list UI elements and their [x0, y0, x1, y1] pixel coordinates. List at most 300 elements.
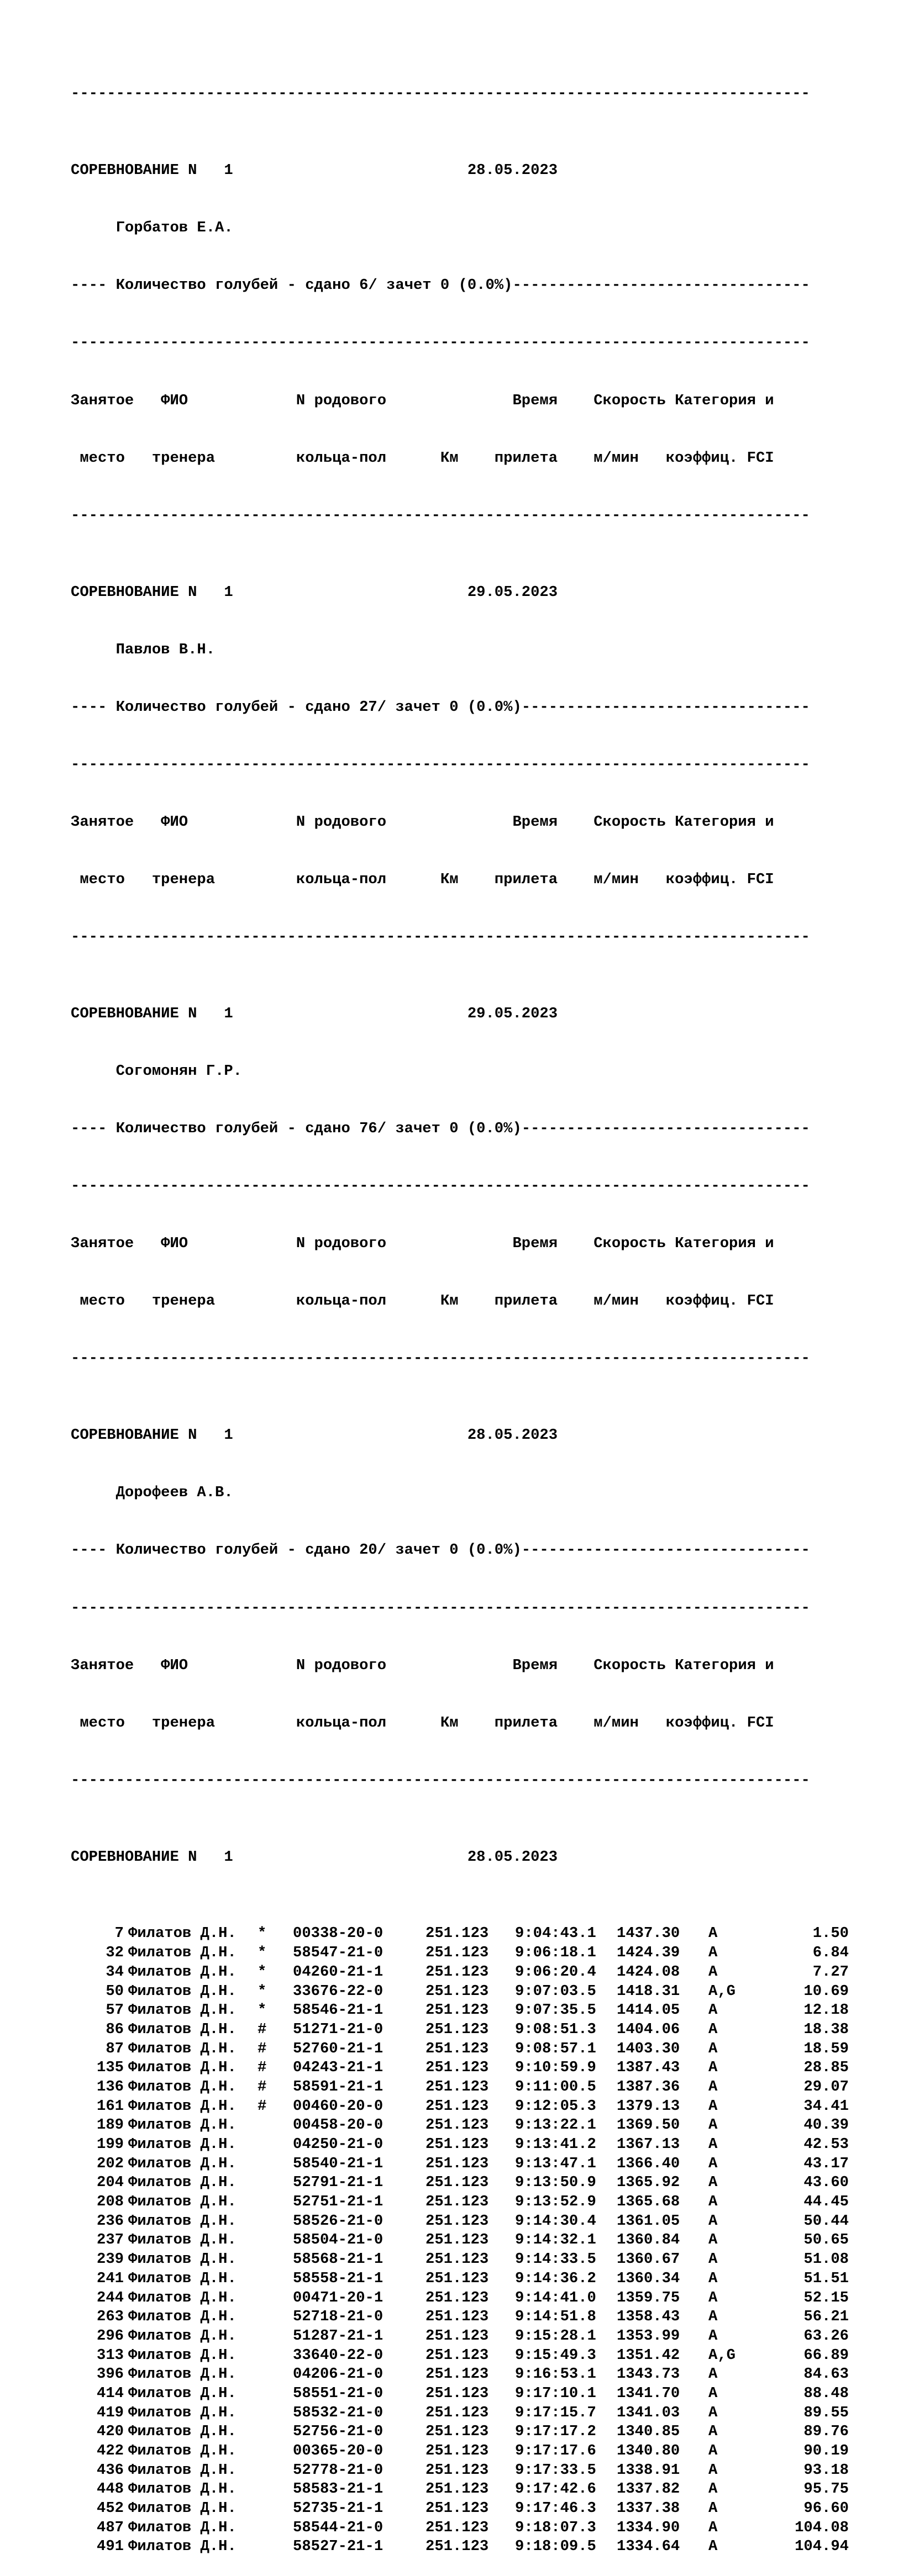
- arrival-time: 9:12:05.3: [515, 2097, 596, 2115]
- competition-line: СОРЕВНОВАНИЕ N 1 29.05.2023: [71, 1005, 558, 1022]
- result-row: [71, 2308, 849, 2327]
- trainer-name: Филатов Д.Н.: [128, 2308, 237, 2326]
- distance-km: 251.123: [426, 2384, 489, 2402]
- speed-value: 1360.84: [617, 2231, 680, 2249]
- speed-value: 1337.82: [617, 2480, 680, 2498]
- result-row: [71, 2384, 849, 2404]
- ring-number: 52760-21-1: [293, 2040, 384, 2057]
- ring-number: 51271-21-0: [293, 2020, 384, 2038]
- speed-value: 1366.40: [617, 2155, 680, 2172]
- category-value: A: [708, 2461, 718, 2479]
- result-row: [71, 2231, 849, 2250]
- category-value: A: [708, 2500, 718, 2517]
- ring-number: 58591-21-1: [293, 2078, 384, 2095]
- arrival-time: 9:13:22.1: [515, 2116, 596, 2134]
- place-value: 136: [97, 2078, 124, 2095]
- fci-coefficient: 18.59: [803, 2040, 849, 2057]
- arrival-time: 9:04:43.1: [515, 1925, 596, 1942]
- fci-coefficient: 51.51: [803, 2269, 849, 2287]
- result-row: [71, 2519, 849, 2538]
- speed-value: 1387.36: [617, 2078, 680, 2095]
- fci-coefficient: 6.84: [812, 1944, 849, 1962]
- ring-number: 00471-20-1: [293, 2289, 384, 2306]
- speed-value: 1360.67: [617, 2251, 680, 2268]
- mark-symbol: *: [258, 1982, 267, 2000]
- trainer-name: Филатов Д.Н.: [128, 2461, 237, 2479]
- distance-km: 251.123: [426, 2289, 489, 2306]
- speed-value: 1365.92: [617, 2174, 680, 2192]
- category-value: A: [708, 2059, 718, 2077]
- speed-value: 1337.38: [617, 2500, 680, 2517]
- ring-number: 58532-21-0: [293, 2404, 384, 2421]
- result-row: [71, 2155, 849, 2174]
- fci-coefficient: 43.17: [803, 2155, 849, 2172]
- trainer-name: Филатов Д.Н.: [128, 2231, 237, 2249]
- fci-coefficient: 56.21: [803, 2308, 849, 2326]
- ring-number: 58583-21-1: [293, 2480, 384, 2498]
- arrival-time: 9:16:53.1: [515, 2366, 596, 2383]
- category-value: A: [708, 2289, 718, 2306]
- category-value: A: [708, 2097, 718, 2115]
- category-value: A: [708, 2384, 718, 2402]
- trainer-name: Филатов Д.Н.: [128, 2174, 237, 2192]
- distance-km: 251.123: [426, 2346, 489, 2364]
- separator-line: ----------------------------------------------------------------------------------: [71, 334, 810, 352]
- fci-coefficient: 44.45: [803, 2193, 849, 2211]
- fci-coefficient: 40.39: [803, 2116, 849, 2134]
- column-header-line-2: место тренера кольца-пол Км прилета м/мин коэффиц. FCI: [71, 871, 774, 889]
- place-value: 237: [97, 2231, 124, 2249]
- speed-value: 1343.73: [617, 2366, 680, 2383]
- distance-km: 251.123: [426, 2308, 489, 2326]
- category-value: A: [708, 2078, 718, 2095]
- fci-coefficient: 34.41: [803, 2097, 849, 2115]
- mark-symbol: *: [258, 2002, 267, 2019]
- place-value: 491: [97, 2538, 124, 2556]
- result-row: [71, 2173, 849, 2193]
- distance-km: 251.123: [426, 2040, 489, 2057]
- speed-value: 1414.05: [617, 2002, 680, 2019]
- fci-coefficient: 84.63: [803, 2366, 849, 2383]
- column-header-line-1: Занятое ФИО N родового Время Скорость Категория и: [71, 1235, 774, 1253]
- arrival-time: 9:14:36.2: [515, 2269, 596, 2287]
- arrival-time: 9:18:07.3: [515, 2519, 596, 2536]
- result-row: [71, 2537, 849, 2557]
- place-value: 199: [97, 2136, 124, 2153]
- category-value: A: [708, 2442, 718, 2459]
- ring-number: 58558-21-1: [293, 2269, 384, 2287]
- fci-coefficient: 88.48: [803, 2384, 849, 2402]
- trainer-name: Филатов Д.Н.: [128, 2366, 237, 2383]
- fci-coefficient: 50.65: [803, 2231, 849, 2249]
- place-value: 239: [97, 2251, 124, 2268]
- speed-value: 1424.39: [617, 1944, 680, 1962]
- arrival-time: 9:13:50.9: [515, 2174, 596, 2192]
- trainer-name: Филатов Д.Н.: [128, 2423, 237, 2441]
- trainer-name: Филатов Д.Н.: [128, 2251, 237, 2268]
- mark-symbol: #: [258, 2078, 267, 2095]
- category-value: A: [708, 2251, 718, 2268]
- trainer-name: Филатов Д.Н.: [128, 2002, 237, 2019]
- distance-km: 251.123: [426, 2002, 489, 2019]
- speed-value: 1351.42: [617, 2346, 680, 2364]
- place-value: 236: [97, 2212, 124, 2230]
- trainer-name: Филатов Д.Н.: [128, 2404, 237, 2421]
- trainer-name: Филатов Д.Н.: [128, 2384, 237, 2402]
- trainer-name: Филатов Д.Н.: [128, 2442, 237, 2459]
- ring-number: 52756-21-0: [293, 2423, 384, 2441]
- arrival-time: 9:11:00.5: [515, 2078, 596, 2095]
- distance-km: 251.123: [426, 1925, 489, 1942]
- result-row: [71, 2327, 849, 2346]
- result-row: [71, 2040, 849, 2059]
- arrival-time: 9:06:18.1: [515, 1944, 596, 1962]
- fci-coefficient: 89.76: [803, 2423, 849, 2441]
- category-value: A,G: [708, 1982, 736, 2000]
- place-value: 414: [97, 2384, 124, 2402]
- result-row: [71, 1963, 849, 1982]
- result-row: [71, 1944, 849, 1963]
- arrival-time: 9:17:17.6: [515, 2442, 596, 2459]
- distance-km: 251.123: [426, 2500, 489, 2517]
- place-value: 313: [97, 2346, 124, 2364]
- trainer-name: Филатов Д.Н.: [128, 2289, 237, 2306]
- trainer-name: Филатов Д.Н.: [128, 2136, 237, 2153]
- result-row: [71, 2480, 849, 2499]
- result-row: [71, 2269, 849, 2289]
- result-row: [71, 1924, 849, 1944]
- place-value: 86: [106, 2020, 124, 2038]
- category-value: A: [708, 2020, 718, 2038]
- place-value: 419: [97, 2404, 124, 2421]
- trainer-name: Филатов Д.Н.: [128, 2193, 237, 2211]
- fci-coefficient: 51.08: [803, 2251, 849, 2268]
- speed-value: 1340.85: [617, 2423, 680, 2441]
- fci-coefficient: 18.38: [803, 2020, 849, 2038]
- separator-line: ----------------------------------------------------------------------------------: [71, 1350, 810, 1368]
- place-value: 448: [97, 2480, 124, 2498]
- arrival-time: 9:15:49.3: [515, 2346, 596, 2364]
- result-row: [71, 2212, 849, 2231]
- mark-symbol: *: [258, 1963, 267, 1981]
- result-row: [71, 2078, 849, 2097]
- trainer-name: Филатов Д.Н.: [128, 2116, 237, 2134]
- category-value: A: [708, 2002, 718, 2019]
- speed-value: 1369.50: [617, 2116, 680, 2134]
- result-row: [71, 2058, 849, 2078]
- category-value: A: [708, 2404, 718, 2421]
- fci-coefficient: 93.18: [803, 2461, 849, 2479]
- arrival-time: 9:14:41.0: [515, 2289, 596, 2306]
- trainer-name-line: Павлов В.Н.: [71, 641, 216, 658]
- arrival-time: 9:17:33.5: [515, 2461, 596, 2479]
- category-value: A: [708, 1963, 718, 1981]
- speed-value: 1358.43: [617, 2308, 680, 2326]
- competition-line: СОРЕВНОВАНИЕ N 1 28.05.2023: [71, 1427, 558, 1444]
- place-value: 32: [106, 1944, 124, 1962]
- distance-km: 251.123: [426, 2251, 489, 2268]
- category-value: A: [708, 2212, 718, 2230]
- distance-km: 251.123: [426, 2155, 489, 2172]
- arrival-time: 9:08:57.1: [515, 2040, 596, 2057]
- separator-line: ----------------------------------------------------------------------------------: [71, 756, 810, 773]
- column-header-line-2: место тренера кольца-пол Км прилета м/мин коэффиц. FCI: [71, 1292, 774, 1310]
- fci-coefficient: 12.18: [803, 2002, 849, 2019]
- ring-number: 58568-21-1: [293, 2251, 384, 2268]
- place-value: 34: [106, 1963, 124, 1981]
- ring-number: 58544-21-0: [293, 2519, 384, 2536]
- trainer-name: Филатов Д.Н.: [128, 2346, 237, 2364]
- trainer-name: Филатов Д.Н.: [128, 1944, 237, 1962]
- category-value: A: [708, 2174, 718, 2192]
- distance-km: 251.123: [426, 2269, 489, 2287]
- result-row: [71, 2135, 849, 2155]
- separator-line: ----------------------------------------------------------------------------------: [71, 85, 810, 103]
- arrival-time: 9:14:32.1: [515, 2231, 596, 2249]
- mark-symbol: #: [258, 2020, 267, 2038]
- distance-km: 251.123: [426, 1982, 489, 2000]
- trainer-name: Филатов Д.Н.: [128, 2097, 237, 2115]
- mark-symbol: #: [258, 2059, 267, 2077]
- speed-value: 1424.08: [617, 1963, 680, 1981]
- category-value: A: [708, 2231, 718, 2249]
- category-value: A: [708, 2269, 718, 2287]
- mark-symbol: #: [258, 2097, 267, 2115]
- arrival-time: 9:17:42.6: [515, 2480, 596, 2498]
- result-row: [71, 2289, 849, 2308]
- ring-number: 58526-21-0: [293, 2212, 384, 2230]
- category-value: A: [708, 2480, 718, 2498]
- speed-value: 1334.64: [617, 2538, 680, 2556]
- fci-coefficient: 90.19: [803, 2442, 849, 2459]
- ring-number: 52791-21-1: [293, 2174, 384, 2192]
- pigeon-count-line: ---- Количество голубей - сдано 76/ зачет 0 (0.0%)--------------------------------: [71, 1120, 810, 1138]
- fci-coefficient: 1.50: [812, 1925, 849, 1942]
- separator-line: ----------------------------------------------------------------------------------: [71, 1771, 810, 1789]
- speed-value: 1404.06: [617, 2020, 680, 2038]
- distance-km: 251.123: [426, 2327, 489, 2345]
- trainer-name-line: Согомонян Г.Р.: [71, 1063, 242, 1080]
- separator-line: ----------------------------------------------------------------------------------: [71, 1599, 810, 1617]
- speed-value: 1359.75: [617, 2289, 680, 2306]
- place-value: 452: [97, 2500, 124, 2517]
- distance-km: 251.123: [426, 2519, 489, 2536]
- ring-number: 00338-20-0: [293, 1925, 384, 1942]
- category-value: A: [708, 1944, 718, 1962]
- fci-coefficient: 43.60: [803, 2174, 849, 2192]
- arrival-time: 9:06:20.4: [515, 1963, 596, 1981]
- ring-number: 04250-21-0: [293, 2136, 384, 2153]
- category-value: A: [708, 2519, 718, 2536]
- speed-value: 1403.30: [617, 2040, 680, 2057]
- place-value: 436: [97, 2461, 124, 2479]
- arrival-time: 9:15:28.1: [515, 2327, 596, 2345]
- fci-coefficient: 10.69: [803, 1982, 849, 2000]
- place-value: 202: [97, 2155, 124, 2172]
- distance-km: 251.123: [426, 2193, 489, 2211]
- ring-number: 58540-21-1: [293, 2155, 384, 2172]
- ring-number: 58551-21-0: [293, 2384, 384, 2402]
- speed-value: 1334.90: [617, 2519, 680, 2536]
- ring-number: 58504-21-0: [293, 2231, 384, 2249]
- ring-number: 00458-20-0: [293, 2116, 384, 2134]
- place-value: 296: [97, 2327, 124, 2345]
- result-row: [71, 2020, 849, 2040]
- trainer-name: Филатов Д.Н.: [128, 2040, 237, 2057]
- trainer-name-line: Горбатов Е.А.: [71, 219, 233, 237]
- distance-km: 251.123: [426, 2366, 489, 2383]
- trainer-name: Филатов Д.Н.: [128, 2519, 237, 2536]
- ring-number: 00365-20-0: [293, 2442, 384, 2459]
- ring-number: 58546-21-1: [293, 2002, 384, 2019]
- ring-number: 52751-21-1: [293, 2193, 384, 2211]
- category-value: A: [708, 1925, 718, 1942]
- separator-line: ----------------------------------------------------------------------------------: [71, 1178, 810, 1195]
- competition-line: СОРЕВНОВАНИЕ N 1 28.05.2023: [71, 162, 558, 180]
- fci-coefficient: 50.44: [803, 2212, 849, 2230]
- fci-coefficient: 89.55: [803, 2404, 849, 2421]
- ring-number: 58547-21-0: [293, 1944, 384, 1962]
- speed-value: 1365.68: [617, 2193, 680, 2211]
- distance-km: 251.123: [426, 2078, 489, 2095]
- place-value: 7: [114, 1925, 124, 1942]
- category-value: A,G: [708, 2346, 736, 2364]
- arrival-time: 9:17:10.1: [515, 2384, 596, 2402]
- distance-km: 251.123: [426, 2059, 489, 2077]
- category-value: A: [708, 2040, 718, 2057]
- arrival-time: 9:17:17.2: [515, 2423, 596, 2441]
- trainer-name: Филатов Д.Н.: [128, 2500, 237, 2517]
- result-row: [71, 2193, 849, 2212]
- category-value: A: [708, 2366, 718, 2383]
- distance-km: 251.123: [426, 2538, 489, 2556]
- trainer-name: Филатов Д.Н.: [128, 2155, 237, 2172]
- distance-km: 251.123: [426, 2461, 489, 2479]
- distance-km: 251.123: [426, 2404, 489, 2421]
- result-row: [71, 2250, 849, 2269]
- fci-coefficient: 96.60: [803, 2500, 849, 2517]
- place-value: 87: [106, 2040, 124, 2057]
- speed-value: 1418.31: [617, 1982, 680, 2000]
- result-row: [71, 2097, 849, 2116]
- column-header-line-1: Занятое ФИО N родового Время Скорость Категория и: [71, 813, 774, 831]
- arrival-time: 9:13:47.1: [515, 2155, 596, 2172]
- place-value: 420: [97, 2423, 124, 2441]
- ring-number: 52718-21-0: [293, 2308, 384, 2326]
- arrival-time: 9:07:03.5: [515, 1982, 596, 2000]
- place-value: 50: [106, 1982, 124, 2000]
- trainer-name: Филатов Д.Н.: [128, 2078, 237, 2095]
- place-value: 396: [97, 2366, 124, 2383]
- pigeon-count-line: ---- Количество голубей - сдано 6/ зачет 0 (0.0%)---------------------------------: [71, 277, 810, 294]
- category-value: A: [708, 2116, 718, 2134]
- mark-symbol: #: [258, 2040, 267, 2057]
- arrival-time: 9:14:33.5: [515, 2251, 596, 2268]
- category-value: A: [708, 2538, 718, 2556]
- trainer-name: Филатов Д.Н.: [128, 2327, 237, 2345]
- results-table: [71, 1924, 849, 2557]
- speed-value: 1367.13: [617, 2136, 680, 2153]
- speed-value: 1340.80: [617, 2442, 680, 2459]
- place-value: 161: [97, 2097, 124, 2115]
- speed-value: 1379.13: [617, 2097, 680, 2115]
- ring-number: 04206-21-0: [293, 2366, 384, 2383]
- arrival-time: 9:13:41.2: [515, 2136, 596, 2153]
- result-row: [71, 2346, 849, 2366]
- distance-km: 251.123: [426, 2231, 489, 2249]
- place-value: 244: [97, 2289, 124, 2306]
- column-header-line-2: место тренера кольца-пол Км прилета м/мин коэффиц. FCI: [71, 449, 774, 467]
- ring-number: 33676-22-0: [293, 1982, 384, 2000]
- trainer-name: Филатов Д.Н.: [128, 2212, 237, 2230]
- arrival-time: 9:13:52.9: [515, 2193, 596, 2211]
- trainer-name: Филатов Д.Н.: [128, 2269, 237, 2287]
- distance-km: 251.123: [426, 2116, 489, 2134]
- speed-value: 1353.99: [617, 2327, 680, 2345]
- place-value: 189: [97, 2116, 124, 2134]
- trainer-name: Филатов Д.Н.: [128, 1963, 237, 1981]
- trainer-name: Филатов Д.Н.: [128, 2059, 237, 2077]
- place-value: 135: [97, 2059, 124, 2077]
- ring-number: 00460-20-0: [293, 2097, 384, 2115]
- result-row: [71, 2461, 849, 2480]
- arrival-time: 9:07:35.5: [515, 2002, 596, 2019]
- result-row: [71, 2404, 849, 2423]
- result-row: [71, 2365, 849, 2384]
- arrival-time: 9:14:30.4: [515, 2212, 596, 2230]
- competition-line: СОРЕВНОВАНИЕ N 1 29.05.2023: [71, 583, 558, 601]
- result-row: [71, 1982, 849, 2002]
- arrival-time: 9:10:59.9: [515, 2059, 596, 2077]
- trainer-name: Филатов Д.Н.: [128, 1982, 237, 2000]
- result-row: [71, 2499, 849, 2519]
- distance-km: 251.123: [426, 2020, 489, 2038]
- arrival-time: 9:18:09.5: [515, 2538, 596, 2556]
- fci-coefficient: 42.53: [803, 2136, 849, 2153]
- distance-km: 251.123: [426, 2136, 489, 2153]
- report-page: [71, 46, 849, 2576]
- distance-km: 251.123: [426, 2174, 489, 2192]
- pigeon-count-line: ---- Количество голубей - сдано 27/ зачет 0 (0.0%)--------------------------------: [71, 698, 810, 716]
- ring-number: 52778-21-0: [293, 2461, 384, 2479]
- separator-line: ----------------------------------------------------------------------------------: [71, 506, 810, 524]
- category-value: A: [708, 2308, 718, 2326]
- mark-symbol: *: [258, 1925, 267, 1942]
- distance-km: 251.123: [426, 2442, 489, 2459]
- column-header-line-1: Занятое ФИО N родового Время Скорость Категория и: [71, 392, 774, 409]
- mark-symbol: *: [258, 1944, 267, 1962]
- fci-coefficient: 104.08: [795, 2519, 849, 2536]
- column-header-line-2: место тренера кольца-пол Км прилета м/мин коэффиц. FCI: [71, 1714, 774, 1732]
- ring-number: 51287-21-1: [293, 2327, 384, 2345]
- place-value: 422: [97, 2442, 124, 2459]
- column-header-line-1: Занятое ФИО N родового Время Скорость Категория и: [71, 1656, 774, 1674]
- category-value: A: [708, 2423, 718, 2441]
- distance-km: 251.123: [426, 2212, 489, 2230]
- ring-number: 58527-21-1: [293, 2538, 384, 2556]
- ring-number: 04243-21-1: [293, 2059, 384, 2077]
- result-row: [71, 2422, 849, 2442]
- result-row: [71, 2116, 849, 2135]
- arrival-time: 9:08:51.3: [515, 2020, 596, 2038]
- fci-coefficient: 52.15: [803, 2289, 849, 2306]
- speed-value: 1338.91: [617, 2461, 680, 2479]
- place-value: 263: [97, 2308, 124, 2326]
- result-row: [71, 2001, 849, 2020]
- distance-km: 251.123: [426, 2097, 489, 2115]
- speed-value: 1361.05: [617, 2212, 680, 2230]
- arrival-time: 9:17:46.3: [515, 2500, 596, 2517]
